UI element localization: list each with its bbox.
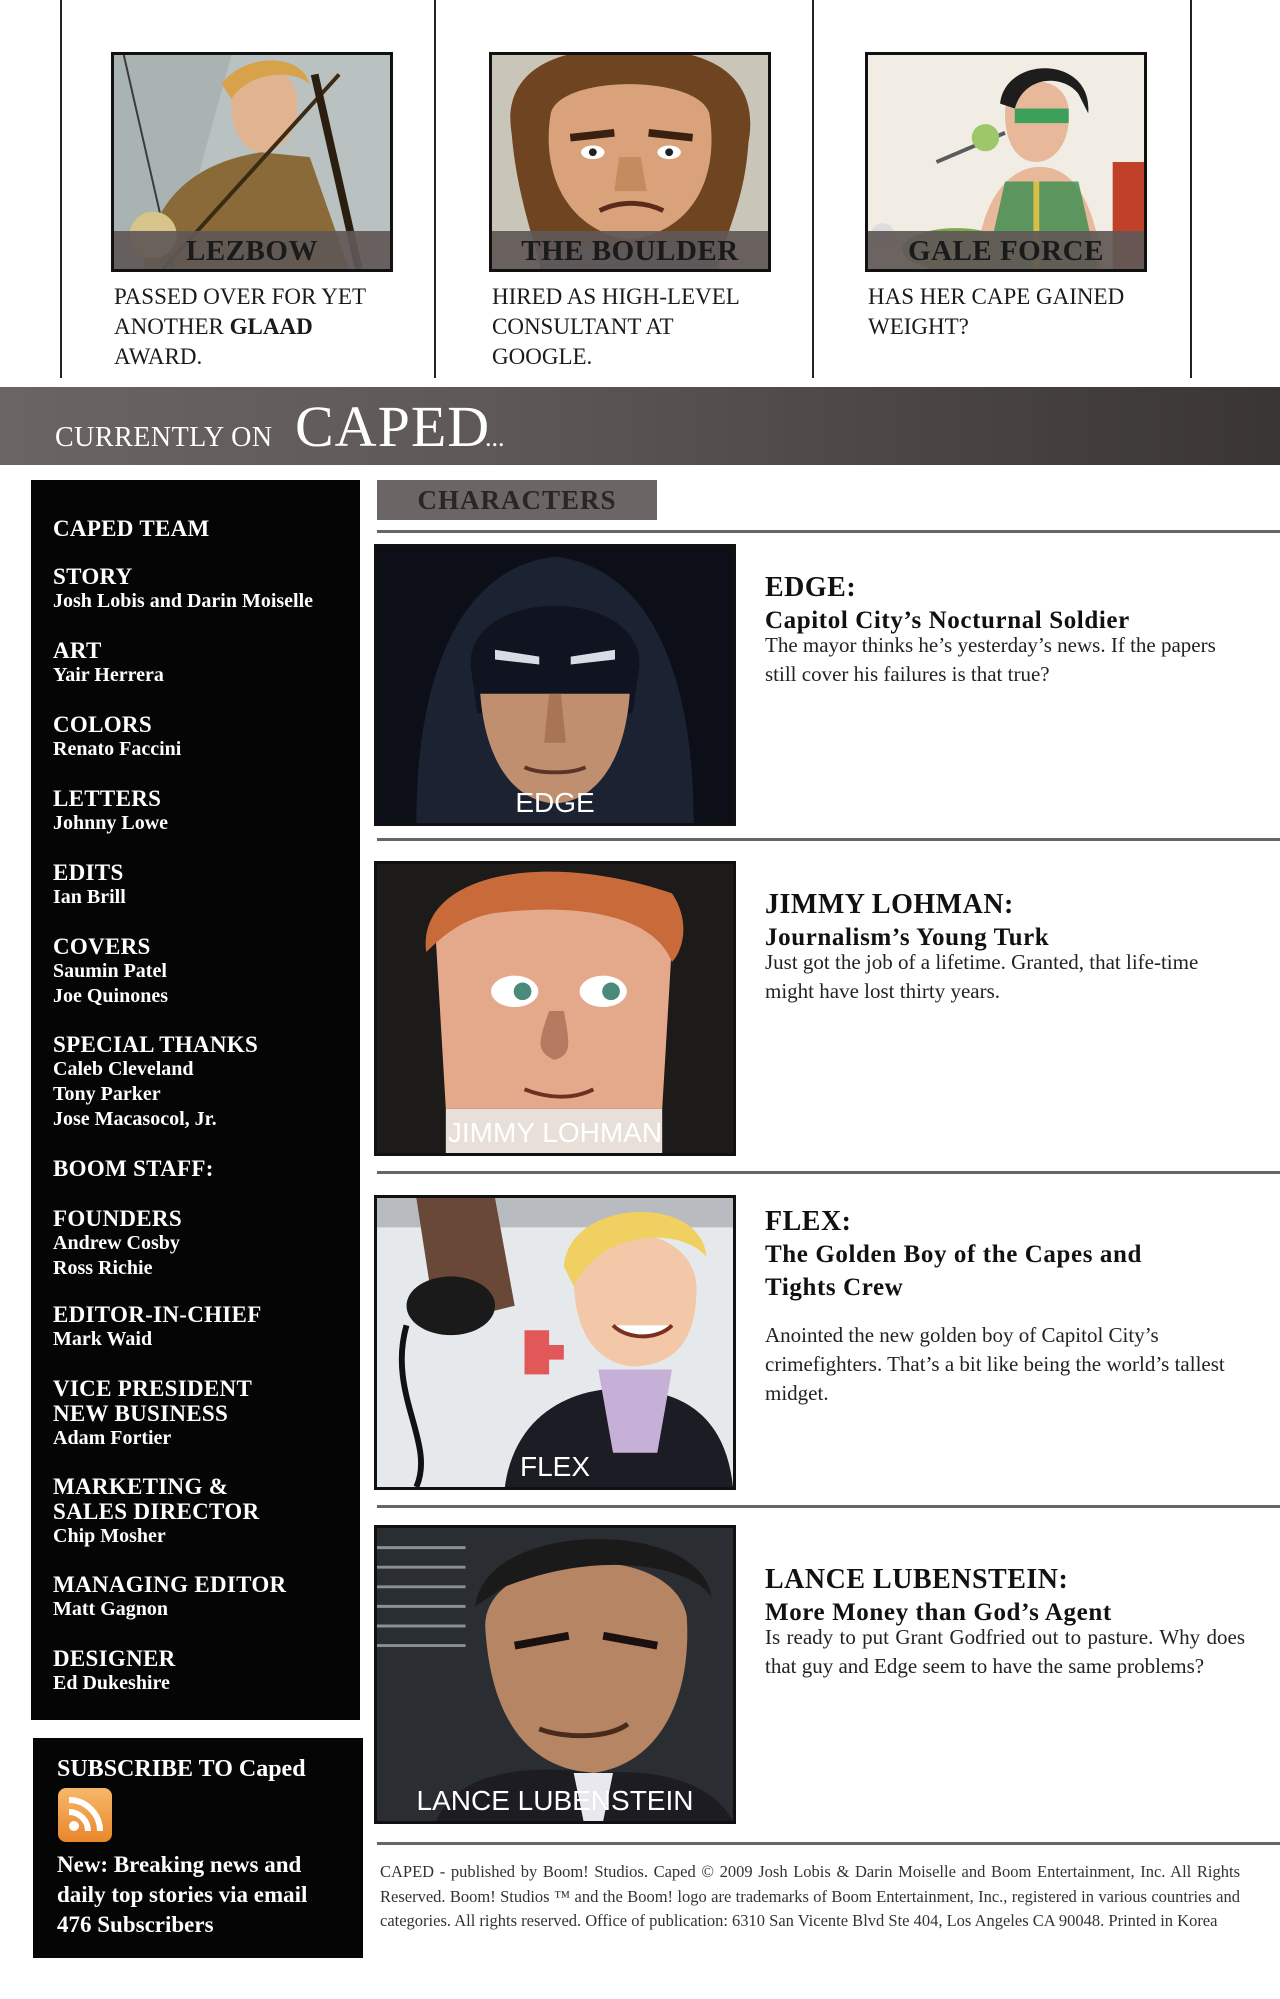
credit-heading: MARKETING & bbox=[53, 1474, 229, 1499]
credit-founders bbox=[53, 1206, 182, 1281]
legal-notice: CAPED - published by Boom! Studios. Caped © 2009 Josh Lobis & Darin Moiselle and Boom Entertainment, Inc. All Rights Reserved. Boom! Studios ™ and the Boom! logo are trademarks of Boom Entertainment, Inc., registered in various countries and categories. All rights reserved. Office of publication: 6310 San Vicente Blvd Ste 404, Los Angeles CA 90048. Printed in Korea bbox=[380, 1862, 1240, 1930]
credit-heading: SALES DIRECTOR bbox=[53, 1499, 260, 1524]
banner-ellipsis: ... bbox=[485, 423, 505, 452]
credit-story bbox=[53, 564, 313, 614]
character-tagline: Tights Crew bbox=[765, 1274, 904, 1301]
character-image-jimmy-lohman bbox=[374, 861, 736, 1156]
character-name: LANCE LUBENSTEIN: bbox=[765, 1564, 1069, 1595]
credit-name: Andrew Cosby bbox=[53, 1232, 180, 1254]
character-description: Is ready to put Grant Godfried out to pasture. Why does that guy and Edge seem to have the same problems? bbox=[765, 1625, 1245, 1678]
portrait-label: LEZBOW bbox=[114, 231, 390, 269]
top-panel-boulder bbox=[489, 52, 774, 372]
character-image-label: FLEX bbox=[519, 1451, 591, 1482]
character-image-label: JIMMY LOHMAN bbox=[447, 1117, 663, 1148]
caption-text: AWARD. bbox=[114, 344, 203, 369]
character-tagline: More Money than God’s Agent bbox=[765, 1599, 1112, 1626]
credit-name: Matt Gagnon bbox=[53, 1598, 168, 1620]
credit-name: Ed Dukeshire bbox=[53, 1672, 170, 1694]
character-entry-edge bbox=[765, 571, 1245, 689]
portrait-boulder bbox=[489, 52, 771, 272]
top-caption bbox=[865, 282, 1150, 342]
section-rule bbox=[377, 1171, 1280, 1174]
portrait-lezbow bbox=[111, 52, 393, 272]
subscribe-box bbox=[33, 1738, 363, 1958]
credit-heading: CAPED TEAM bbox=[53, 516, 210, 541]
top-caption bbox=[111, 282, 396, 372]
credit-heading: NEW BUSINESS bbox=[53, 1401, 229, 1426]
banner-prefix: CURRENTLY ON bbox=[55, 422, 273, 453]
credit-name: Johnny Lowe bbox=[53, 812, 169, 834]
character-image-label: EDGE bbox=[515, 787, 595, 818]
lance-lubenstein-artwork bbox=[377, 1528, 733, 1821]
flex-artwork bbox=[377, 1198, 733, 1487]
subscribe-line: New: Breaking news and bbox=[57, 1852, 302, 1877]
credit-name: Jose Macasocol, Jr. bbox=[53, 1108, 217, 1130]
credit-heading: FOUNDERS bbox=[53, 1206, 182, 1231]
character-description: The mayor thinks he’s yesterday’s news. If the papers still cover his failures is that true? bbox=[765, 633, 1216, 686]
credit-designer bbox=[53, 1646, 176, 1696]
portrait-label: GALE FORCE bbox=[868, 231, 1144, 269]
credit-art bbox=[53, 638, 164, 688]
subscriber-count: 476 Subscribers bbox=[57, 1912, 214, 1937]
credit-heading: SPECIAL THANKS bbox=[53, 1032, 259, 1057]
credit-heading: MANAGING EDITOR bbox=[53, 1572, 287, 1597]
credits-team-title bbox=[53, 516, 210, 541]
credit-heading: EDITOR-IN-CHIEF bbox=[53, 1302, 262, 1327]
portrait-label: THE BOULDER bbox=[492, 231, 768, 269]
credits-sidebar bbox=[31, 480, 360, 1720]
currently-on-banner bbox=[0, 387, 1280, 465]
character-tagline: The Golden Boy of the Capes and bbox=[765, 1241, 1142, 1268]
rss-icon[interactable] bbox=[58, 1788, 112, 1842]
credit-name: Saumin Patel bbox=[53, 960, 167, 982]
credit-heading: COVERS bbox=[53, 934, 151, 959]
subscribe-title[interactable]: SUBSCRIBE TO Caped bbox=[57, 1756, 306, 1782]
credit-managing-editor bbox=[53, 1572, 286, 1622]
credit-name: Ross Richie bbox=[53, 1257, 153, 1279]
character-name: EDGE: bbox=[765, 572, 857, 603]
top-strip bbox=[0, 0, 1280, 378]
subscribe-text bbox=[57, 1850, 357, 1940]
credit-name: Josh Lobis and Darin Moiselle bbox=[53, 590, 314, 612]
credit-edits bbox=[53, 860, 126, 910]
column-divider bbox=[434, 0, 436, 378]
character-entry-lance-lubenstein bbox=[765, 1563, 1245, 1681]
caption-text: PASSED OVER FOR YET ANOTHER bbox=[114, 284, 366, 339]
credit-name: Ian Brill bbox=[53, 886, 126, 908]
character-tagline: Journalism’s Young Turk bbox=[765, 924, 1050, 951]
column-divider bbox=[60, 0, 62, 378]
column-divider bbox=[812, 0, 814, 378]
credit-heading: BOOM STAFF: bbox=[53, 1156, 214, 1181]
character-image-flex bbox=[374, 1195, 736, 1490]
credit-colors bbox=[53, 712, 181, 762]
credit-letters bbox=[53, 786, 168, 836]
credit-covers bbox=[53, 934, 168, 1009]
credit-name: Adam Fortier bbox=[53, 1427, 172, 1449]
character-tagline: Capitol City’s Nocturnal Soldier bbox=[765, 607, 1130, 634]
credit-editor-in-chief bbox=[53, 1302, 262, 1352]
credit-heading: VICE PRESIDENT bbox=[53, 1376, 253, 1401]
credit-heading: LETTERS bbox=[53, 786, 162, 811]
credit-name: Chip Mosher bbox=[53, 1525, 166, 1547]
banner-title: CAPED bbox=[295, 394, 491, 459]
characters-tab: CHARACTERS bbox=[377, 480, 657, 520]
credit-marketing bbox=[53, 1474, 259, 1549]
credit-vice-president bbox=[53, 1376, 252, 1451]
portrait-gale-force bbox=[865, 52, 1147, 272]
credit-heading: COLORS bbox=[53, 712, 152, 737]
character-image-edge bbox=[374, 544, 736, 826]
credits-staff-title bbox=[53, 1156, 214, 1181]
section-rule bbox=[377, 838, 1280, 841]
credit-name: Mark Waid bbox=[53, 1328, 153, 1350]
credit-heading: DESIGNER bbox=[53, 1646, 176, 1671]
credit-name: Tony Parker bbox=[53, 1083, 161, 1105]
caption-bold: GLAAD bbox=[229, 314, 313, 339]
caption-text: HIRED AS HIGH-LEVEL CONSULTANT AT GOOGLE. bbox=[492, 284, 740, 369]
section-rule bbox=[377, 530, 1280, 533]
subscribe-line: daily top stories via email bbox=[57, 1882, 308, 1907]
character-image-lance-lubenstein bbox=[374, 1525, 736, 1824]
character-entry-flex bbox=[765, 1205, 1245, 1408]
credit-heading: STORY bbox=[53, 564, 133, 589]
character-name: FLEX: bbox=[765, 1206, 852, 1237]
character-description: Just got the job of a lifetime. Granted, that life-time might have lost thirty years. bbox=[765, 950, 1199, 1003]
credit-name: Renato Faccini bbox=[53, 738, 182, 760]
column-divider bbox=[1190, 0, 1192, 378]
character-entry-jimmy-lohman bbox=[765, 888, 1245, 1006]
section-rule bbox=[377, 1842, 1280, 1845]
credit-heading: EDITS bbox=[53, 860, 124, 885]
top-panel-lezbow bbox=[111, 52, 396, 372]
section-rule bbox=[377, 1505, 1280, 1508]
edge-artwork bbox=[377, 547, 733, 823]
credit-name: Joe Quinones bbox=[53, 985, 169, 1007]
character-name: JIMMY LOHMAN: bbox=[765, 889, 1014, 920]
caption-text: HAS HER CAPE GAINED WEIGHT? bbox=[868, 284, 1125, 339]
credit-special-thanks bbox=[53, 1032, 258, 1132]
credit-name: Caleb Cleveland bbox=[53, 1058, 194, 1080]
character-image-label: LANCE LUBENSTEIN bbox=[416, 1785, 694, 1816]
character-description: Anointed the new golden boy of Capitol City’s crimefighters. That’s a bit like being the world’s tallest midget. bbox=[765, 1323, 1225, 1405]
credit-heading: ART bbox=[53, 638, 102, 663]
top-caption bbox=[489, 282, 774, 372]
top-panel-gale-force bbox=[865, 52, 1150, 342]
jimmy-lohman-artwork bbox=[377, 864, 733, 1153]
credit-name: Yair Herrera bbox=[53, 664, 164, 686]
